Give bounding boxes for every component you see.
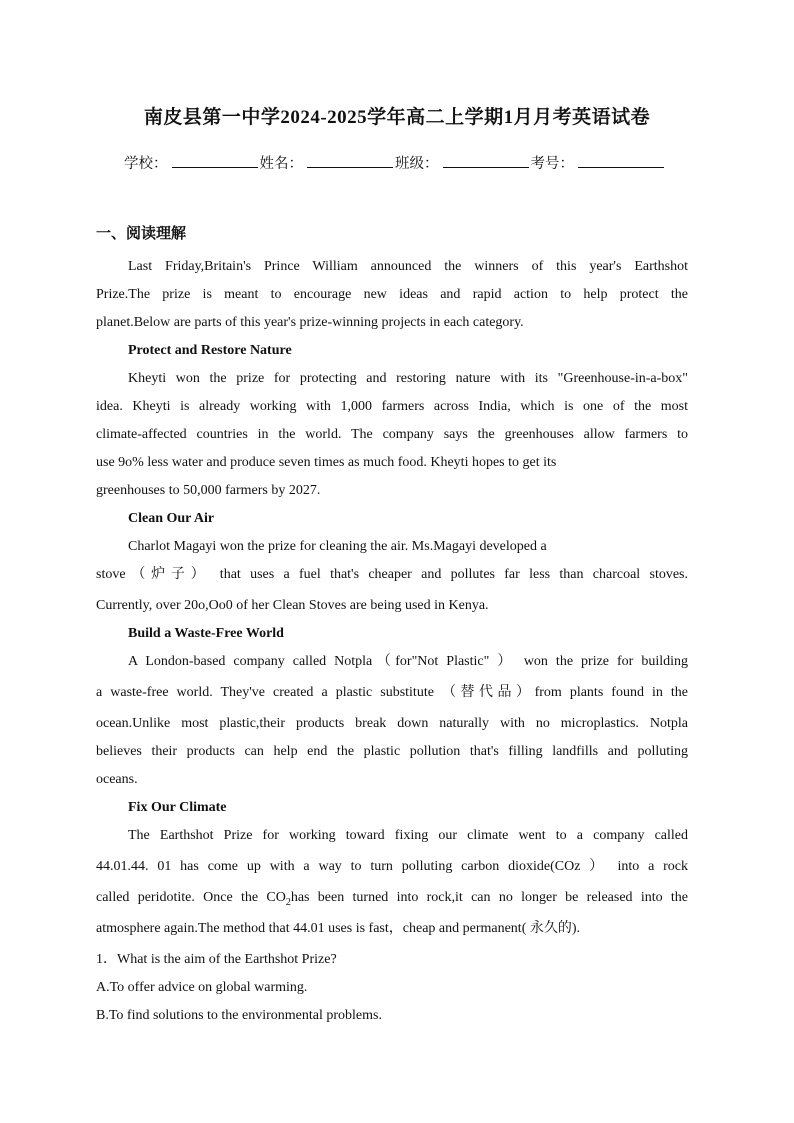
name-blank[interactable]	[307, 153, 393, 168]
student-info-row	[124, 152, 666, 173]
paragraph-line: idea. Kheyti is already working with 1,000 farmers across India, which is one of the most	[96, 399, 688, 414]
paragraph-line: use 9o% less water and produce seven times as much food. Kheyti hopes to get its	[96, 455, 557, 470]
paragraph-line: believes their products can help end the plastic pollution that's filling landfills and polluting	[96, 744, 688, 759]
reading-passage	[96, 256, 688, 1033]
class-label: 班级：	[395, 156, 439, 172]
paragraph-line: Currently, over 20o,Oo0 of her Clean Stoves are being used in Kenya.	[96, 598, 489, 613]
section-heading: 一、阅读理解	[96, 224, 187, 242]
school-label: 学校：	[124, 156, 168, 172]
paragraph-line: Prize.The prize is meant to encourage new ideas and rapid action to help protect the	[96, 287, 688, 302]
paragraph-line: oceans.	[96, 772, 138, 787]
paragraph-line: atmosphere again.The method that 44.01 uses is fast，cheap and permanent( 永久的).	[96, 921, 581, 936]
class-blank[interactable]	[443, 153, 529, 168]
school-blank[interactable]	[172, 153, 258, 168]
subheading-protect-nature: Protect and Restore Nature	[128, 343, 292, 358]
subheading-waste-free: Build a Waste-Free World	[128, 626, 284, 641]
paragraph-line: planet.Below are parts of this year's prize-winning projects in each category.	[96, 315, 524, 330]
subscript: 2	[285, 896, 291, 908]
paragraph-line: ocean.Unlike most plastic,their products break down naturally with no microplastics. Notpla	[96, 716, 688, 731]
paragraph-line: climate-affected countries in the world. The company says the greenhouses allow farmers to	[96, 427, 688, 442]
subheading-fix-climate: Fix Our Climate	[128, 800, 227, 815]
paragraph-line: 44.01.44. 01 has come up with a way to turn polluting carbon dioxide(COz ） into a rock	[96, 859, 688, 874]
paragraph-line: Charlot Magayi won the prize for cleaning the air. Ms.Magayi developed a	[128, 539, 547, 554]
question-1-option-b[interactable]: B.To find solutions to the environmental problems.	[96, 1008, 382, 1023]
subheading-clean-air: Clean Our Air	[128, 511, 215, 526]
paragraph-line: A London-based company called Notpla（for"Not Plastic" ） won the prize for building	[128, 654, 688, 669]
paragraph-line: Last Friday,Britain's Prince William announced the winners of this year's Earthshot	[128, 259, 688, 274]
paragraph-line: The Earthshot Prize for working toward fixing our climate went to a company called	[128, 828, 688, 843]
paragraph-line: stove（炉子） that uses a fuel that's cheaper and pollutes far less than charcoal stoves.	[96, 567, 688, 582]
number-label: 考号：	[530, 156, 574, 172]
question-1-option-a[interactable]: A.To offer advice on global warming.	[96, 980, 308, 995]
paragraph-line: Kheyti won the prize for protecting and restoring nature with its "Greenhouse-in-a-box"	[128, 371, 688, 386]
line-part: called peridotite. Once the CO	[96, 890, 286, 905]
number-blank[interactable]	[578, 153, 664, 168]
line-part: has been turned into rock,it can no longer be released into the	[290, 890, 688, 905]
page-title: 南皮县第一中学2024-2025学年高二上学期1月月考英语试卷	[143, 107, 651, 128]
name-label: 姓名：	[259, 156, 303, 172]
paragraph-line: greenhouses to 50,000 farmers by 2027.	[96, 483, 321, 498]
paragraph-line: a waste-free world. They've created a plastic substitute （替代品）from plants found in the	[96, 685, 688, 700]
question-1: 1．What is the aim of the Earthshot Prize?	[96, 952, 337, 967]
paragraph-line	[96, 887, 688, 918]
